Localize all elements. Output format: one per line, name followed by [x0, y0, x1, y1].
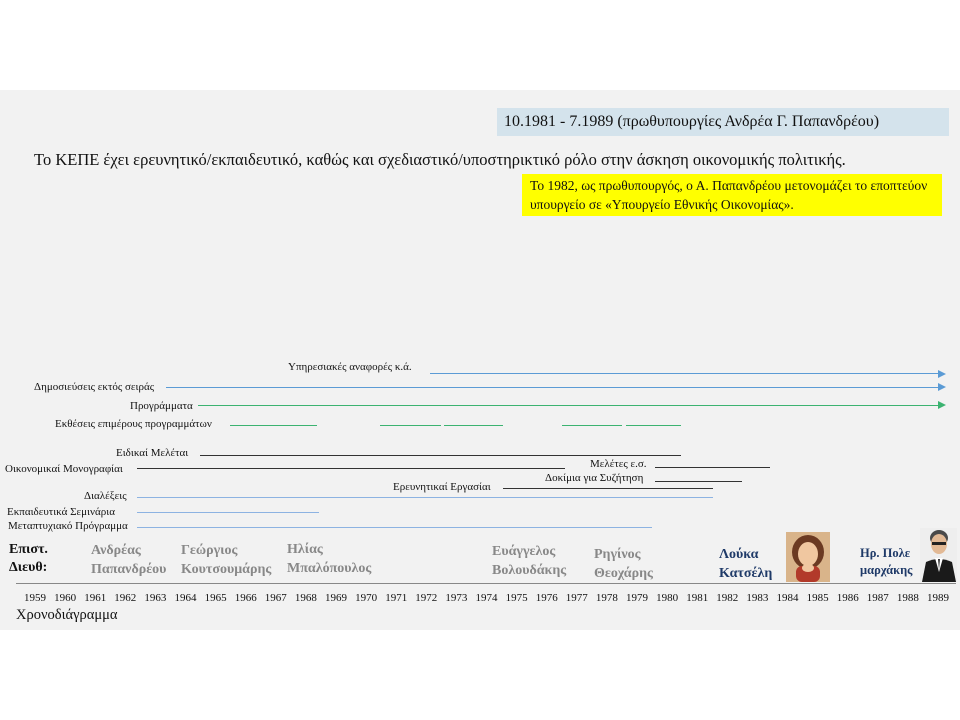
year-1974: 1974	[475, 592, 498, 604]
directors-heading: Επιστ. Διευθ:	[9, 542, 48, 575]
year-1964: 1964	[174, 592, 197, 604]
arrow-ypiresiakes	[938, 370, 946, 378]
director-polemarchakis: Ηρ. Πολε μαρχάκης	[860, 546, 913, 577]
line-ergasiai	[503, 488, 713, 489]
year-1968: 1968	[294, 592, 317, 604]
year-1969: 1969	[325, 592, 347, 604]
label-dialexeis: Διαλέξεις	[84, 490, 127, 502]
year-1970: 1970	[355, 592, 378, 604]
year-1973: 1973	[445, 592, 468, 604]
timeline-axis	[16, 583, 956, 584]
year-1984: 1984	[776, 592, 799, 604]
note-box: Το 1982, ως πρωθυπουργός, ο Α. Παπανδρέου μετονομάζει το εποπτεύον υπουργείο σε «Υπουργείο Εθνικής Οικονομίας».	[522, 174, 942, 216]
year-1962: 1962	[114, 592, 137, 604]
director-koutsoumaris: Γεώργιος Κουτσουμάρης	[181, 543, 272, 577]
year-1967: 1967	[264, 592, 287, 604]
director-balopoulos: Ηλίας Μπαλόπουλος	[287, 542, 372, 576]
line-ektheseis-1	[230, 425, 317, 426]
line-programmata	[198, 405, 940, 406]
year-1980: 1980	[656, 592, 679, 604]
katseli-portrait	[786, 532, 830, 582]
year-1978: 1978	[595, 592, 618, 604]
year-1986: 1986	[836, 592, 859, 604]
label-meletes: Μελέτες ε.σ.	[590, 458, 647, 470]
year-1972: 1972	[415, 592, 438, 604]
year-1960: 1960	[54, 592, 77, 604]
line-seminaria	[137, 512, 319, 513]
arrow-dimosieuseis	[938, 383, 946, 391]
line-dialexeis	[137, 497, 713, 498]
line-ektheseis-4	[562, 425, 622, 426]
year-1985: 1985	[806, 592, 829, 604]
label-ektheseis: Εκθέσεις επιμέρους προγραμμάτων	[55, 418, 212, 430]
year-1975: 1975	[505, 592, 528, 604]
label-eidikai: Ειδικαί Μελέται	[116, 447, 189, 459]
line-ypiresiakes	[430, 373, 940, 374]
year-1981: 1981	[686, 592, 709, 604]
polemarchakis-portrait-image	[920, 528, 957, 582]
label-monografiai: Οικονομικαί Μονογραφίαι	[5, 463, 123, 475]
line-monografiai	[137, 468, 565, 469]
director-papandreou: Ανδρέας Παπανδρέου	[91, 543, 167, 577]
director-theocharis: Ρηγίνος Θεοχάρης	[594, 547, 653, 581]
year-1961: 1961	[84, 592, 107, 604]
year-1983: 1983	[746, 592, 769, 604]
year-1987: 1987	[866, 592, 889, 604]
label-ypiresiakes: Υπηρεσιακές αναφορές κ.ά.	[288, 361, 412, 373]
line-eidikai	[200, 455, 681, 456]
line-ektheseis-2	[380, 425, 441, 426]
label-seminaria: Εκπαιδευτικά Σεμινάρια	[7, 506, 115, 518]
year-1963: 1963	[144, 592, 167, 604]
period-label: 10.1981 - 7.1989 (πρωθυπουργίες Ανδρέα Γ. Παπανδρέου)	[497, 108, 949, 136]
line-metaptyxiako	[137, 527, 652, 528]
timeline-footer: Χρονοδιάγραμμα	[16, 607, 118, 623]
line-dokimia	[655, 481, 742, 482]
line-dimosieuseis	[166, 387, 940, 388]
label-ergasiai: Ερευνητικαί Εργασίαι	[393, 481, 491, 493]
year-1965: 1965	[204, 592, 227, 604]
year-1976: 1976	[535, 592, 558, 604]
label-dimosieuseis: Δημοσιεύσεις εκτός σειράς	[34, 381, 155, 393]
year-1971: 1971	[385, 592, 408, 604]
katseli-portrait-image	[786, 532, 830, 582]
year-1979: 1979	[626, 592, 648, 604]
subtitle: Το ΚΕΠΕ έχει ερευνητικό/εκπαιδευτικό, καθώς και σχεδιαστικό/υποστηρικτικό ρόλο στην άσκηση οικονομικής πολιτικής.	[34, 150, 846, 169]
year-1989: 1989	[927, 592, 949, 604]
line-ektheseis-5	[626, 425, 681, 426]
label-dokimia: Δοκίμια για Συζήτηση	[545, 472, 644, 484]
line-ektheseis-3	[444, 425, 503, 426]
year-1959: 1959	[24, 592, 46, 604]
arrow-programmata	[938, 401, 946, 409]
year-1988: 1988	[896, 592, 919, 604]
year-1982: 1982	[716, 592, 739, 604]
label-programmata: Προγράμματα	[130, 400, 193, 412]
polemarchakis-portrait	[920, 528, 957, 582]
director-voloudakis: Ευάγγελος Βολουδάκης	[492, 544, 567, 578]
director-katseli: Λούκα Κατσέλη	[719, 547, 773, 581]
year-1966: 1966	[234, 592, 257, 604]
label-metaptyxiako: Μεταπτυχιακό Πρόγραμμα	[8, 520, 128, 532]
year-1977: 1977	[565, 592, 588, 604]
line-meletes	[655, 467, 770, 468]
